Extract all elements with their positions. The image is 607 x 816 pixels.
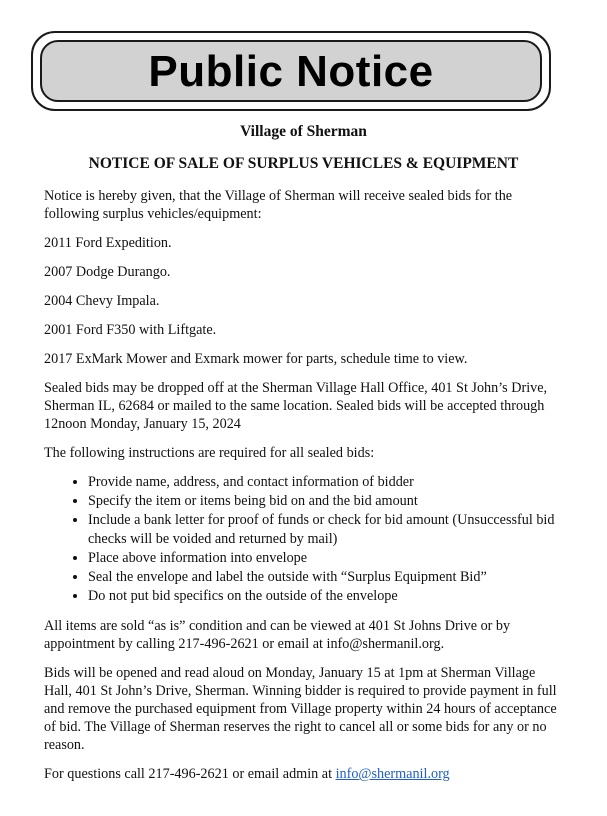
contact-prefix: For questions call 217-496-2621 or email admin at <box>44 766 336 782</box>
opening-paragraph: Bids will be opened and read aloud on Monday, January 15 at 1pm at Sherman Village Hall, 401 St John’s Drive, Sherman. Winning bidder is required to provide payment in full and remove the purchased equipment from Village property within 24 hours of acceptance of bid. The Village of Sherman reserves the right to cancel all or some bids for any or no reason. <box>44 665 557 753</box>
list-item: • Specify the item or items being bid on and the bid amount <box>88 492 559 511</box>
notice-headline: NOTICE OF SALE OF SURPLUS VEHICLES & EQUIPMENT <box>88 155 519 172</box>
item-2007-dodge-durango: 2007 Dodge Durango. <box>44 264 171 280</box>
instructions-list <box>44 473 559 606</box>
submission-paragraph: Sealed bids may be dropped off at the Sherman Village Hall Office, 401 St John’s Drive, Sherman IL, 62684 or mailed to the same location. Sealed bids will be accepted through 12noon Monday, January 15, 2024 <box>44 380 548 432</box>
item-2004-chevy-impala: 2004 Chevy Impala. <box>44 293 160 309</box>
item-2011-ford-expedition: 2011 Ford Expedition. <box>44 235 172 251</box>
instructions-intro: The following instructions are required for all sealed bids: <box>44 445 375 461</box>
list-item: • Include a bank letter for proof of funds or check for bid amount (Unsuccessful bid checks will be voided and returned by mail) <box>88 511 559 549</box>
item-2001-ford-f350: 2001 Ford F350 with Liftgate. <box>44 322 217 338</box>
list-item: • Provide name, address, and contact information of bidder <box>88 473 559 492</box>
banner-title: Public Notice <box>148 47 434 96</box>
notice-body <box>44 187 559 794</box>
organization-name: Village of Sherman <box>240 123 367 140</box>
intro-paragraph: Notice is hereby given, that the Village of Sherman will receive sealed bids for the following surplus vehicles/equipment: <box>44 188 513 222</box>
contact-paragraph <box>44 765 559 783</box>
list-item: • Place above information into envelope <box>88 549 559 568</box>
condition-paragraph: All items are sold “as is” condition and can be viewed at 401 St Johns Drive or by appointment by calling 217-496-2621 or email at info@shermanil.org. <box>44 618 511 652</box>
list-item: • Do not put bid specifics on the outside of the envelope <box>88 587 559 606</box>
banner-inner-frame <box>40 40 542 102</box>
contact-email-link[interactable]: info@shermanil.org <box>335 766 450 782</box>
public-notice-banner <box>31 31 551 111</box>
list-item: • Seal the envelope and label the outside with “Surplus Equipment Bid” <box>88 568 559 587</box>
item-2017-exmark-mower: 2017 ExMark Mower and Exmark mower for parts, schedule time to view. <box>44 351 468 367</box>
